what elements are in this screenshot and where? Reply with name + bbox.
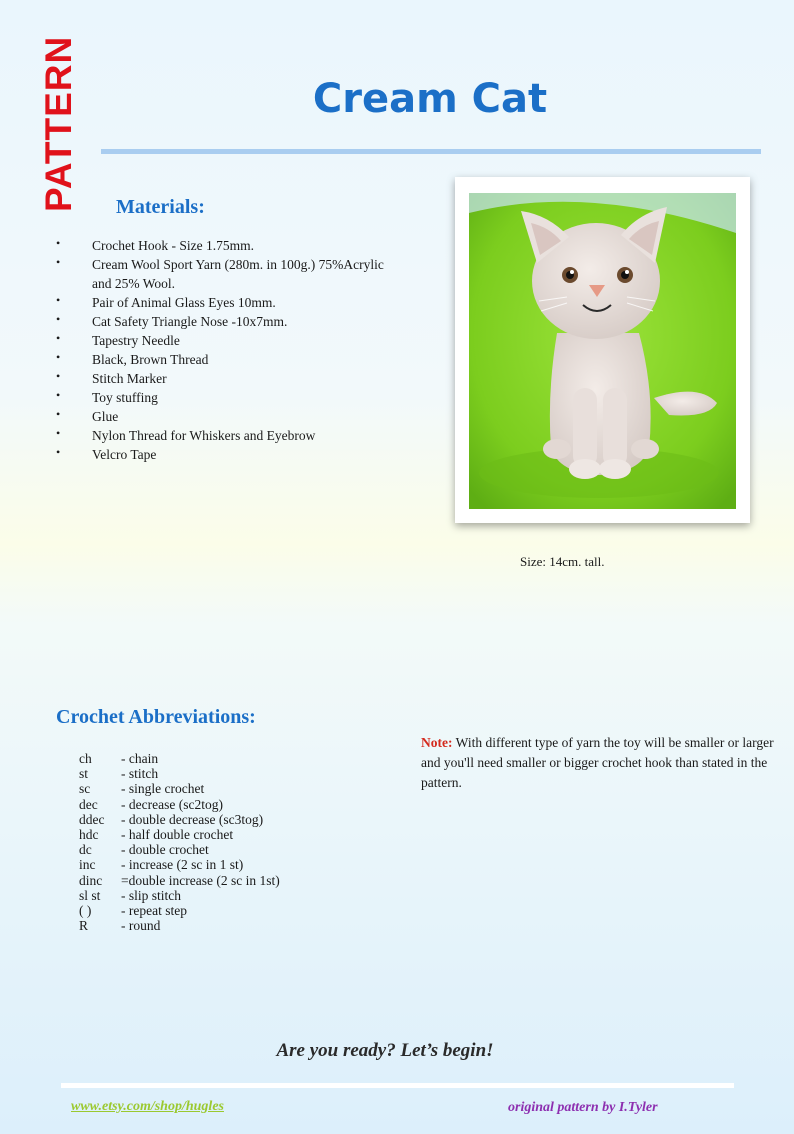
bullet-icon: •	[56, 255, 61, 269]
bullet-icon: •	[56, 407, 61, 421]
abbreviations-list	[79, 751, 379, 933]
list-item: st - stitch	[79, 766, 159, 782]
bullet-icon: •	[56, 236, 61, 250]
list-item: • Black, Brown Thread	[56, 350, 209, 367]
list-item: • Toy stuffing	[56, 388, 158, 405]
pattern-side-label: PATTERN	[38, 35, 79, 212]
list-item: inc - increase (2 sc in 1 st)	[79, 857, 244, 873]
cat-photo-frame	[455, 177, 750, 523]
materials-heading: Materials:	[116, 196, 205, 218]
bullet-icon: •	[56, 426, 61, 440]
list-item: • Velcro Tape	[56, 445, 157, 462]
list-item: • Cat Safety Triangle Nose -10x7mm.	[56, 312, 288, 329]
list-item: • Nylon Thread for Whiskers and Eyebrow	[56, 426, 316, 443]
list-item: ( ) - repeat step	[79, 903, 187, 919]
cream-cat-photo	[469, 193, 736, 509]
title-divider	[101, 149, 761, 154]
footer-divider	[61, 1083, 734, 1088]
list-item: • Stitch Marker	[56, 369, 167, 386]
list-item: dc - double crochet	[79, 842, 209, 858]
abbreviations-heading: Crochet Abbreviations:	[56, 706, 256, 728]
note-label: Note:	[421, 735, 453, 750]
list-item: sc - single crochet	[79, 781, 205, 797]
author-credit: original pattern by I.Tyler	[508, 1100, 658, 1115]
list-item: • Pair of Animal Glass Eyes 10mm.	[56, 293, 276, 310]
bullet-icon: •	[56, 388, 61, 402]
list-item: sl st - slip stitch	[79, 887, 181, 903]
page-title: Cream Cat	[312, 76, 548, 122]
etsy-shop-link[interactable]: www.etsy.com/shop/hugles	[71, 1099, 224, 1114]
bullet-icon: •	[56, 350, 61, 364]
closing-line: Are you ready? Let’s begin!	[276, 1040, 494, 1061]
list-item: • Cream Wool Sport Yarn (280m. in 100g.) 75%Acrylic and 25% Wool.	[56, 255, 384, 291]
list-item: • Crochet Hook - Size 1.75mm.	[56, 236, 254, 253]
bullet-icon: •	[56, 293, 61, 307]
bullet-icon: •	[56, 312, 61, 326]
bullet-icon: •	[56, 445, 61, 459]
size-note: Size: 14cm. tall.	[520, 554, 605, 569]
list-item: dec - decrease (sc2tog)	[79, 796, 223, 812]
yarn-note	[421, 733, 786, 793]
bullet-icon: •	[56, 331, 61, 345]
list-item: • Glue	[56, 407, 119, 424]
list-item: ddec - double decrease (sc3tog)	[79, 811, 264, 827]
list-item: R - round	[79, 918, 161, 934]
list-item: • Tapestry Needle	[56, 331, 180, 348]
list-item: ch - chain	[79, 751, 159, 766]
list-item: hdc - half double crochet	[79, 827, 234, 843]
note-text: With different type of yarn the toy will be smaller or larger and you'll need smaller or bigger crochet hook than stated in the pattern.	[421, 735, 774, 790]
bullet-icon: •	[56, 369, 61, 383]
materials-list	[56, 236, 406, 464]
list-item: dinc =double increase (2 sc in 1st)	[79, 872, 280, 888]
